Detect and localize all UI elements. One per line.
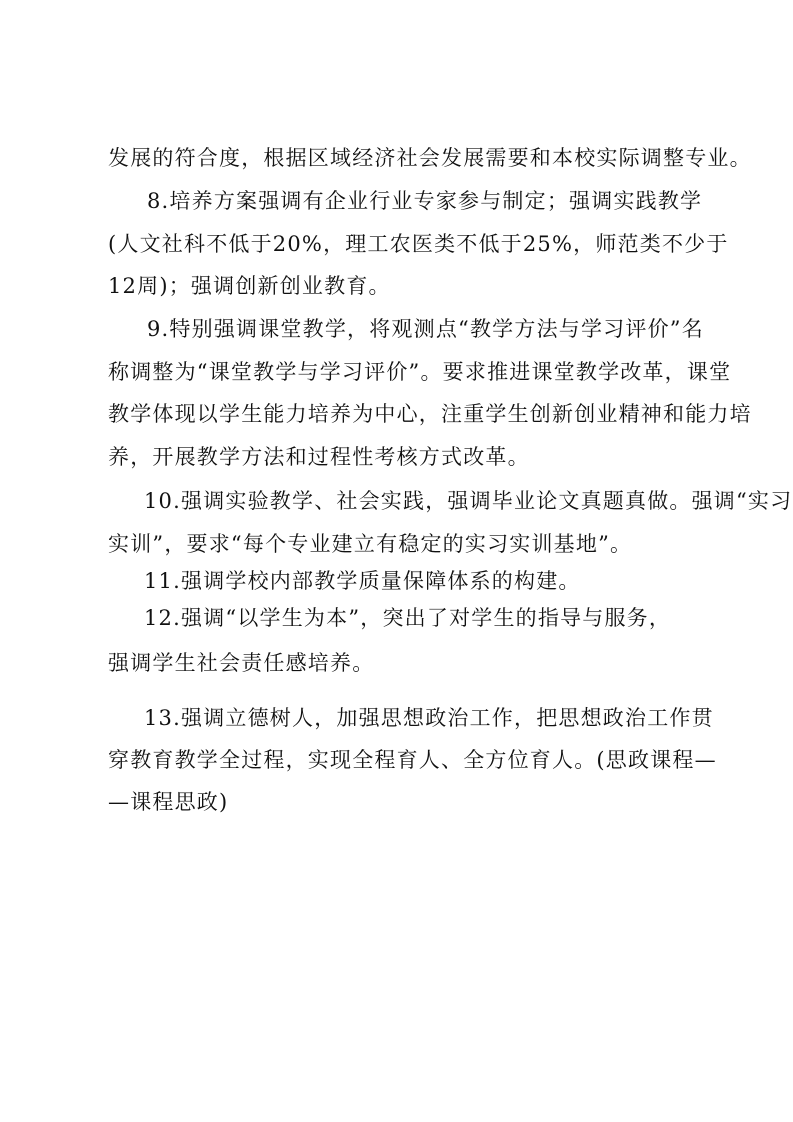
paragraph-8-line-3: 12周)；强调创新创业教育。 — [108, 274, 391, 298]
paragraph-12-line-2: 强调学生社会责任感培养。 — [108, 651, 375, 675]
paragraph-12-line-1: 12.强调“以学生为本”，突出了对学生的指导与服务， — [144, 606, 672, 630]
paragraph-1-line-1: 发展的符合度，根据区域经济社会发展需要和本校实际调整专业。 — [108, 146, 752, 170]
paragraph-13-line-2: 穿教育教学全过程，实现全程育人、全方位育人。(思政课程— — [108, 748, 717, 772]
paragraph-8-line-2: (人文社科不低于20%，理工农医类不低于25%，师范类不少于 — [108, 232, 729, 256]
paragraph-11-line-1: 11.强调学校内部教学质量保障体系的构建。 — [144, 569, 581, 593]
paragraph-9-line-2: 称调整为“课堂教学与学习评价”。要求推进课堂教学改革，课堂 — [108, 360, 732, 384]
paragraph-13-line-3: —课程思政) — [108, 790, 229, 814]
paragraph-8-line-1: 8.培养方案强调有企业行业专家参与制定；强调实践教学 — [147, 189, 703, 213]
paragraph-10-line-2: 实训”，要求“每个专业建立有稳定的实习实训基地”。 — [108, 532, 633, 556]
paragraph-9-line-4: 养，开展教学方法和过程性考核方式改革。 — [108, 445, 530, 469]
paragraph-10-line-1: 10.强调实验教学、社会实践，强调毕业论文真题真做。强调“实习 — [144, 489, 793, 513]
paragraph-13-line-1: 13.强调立德树人，加强思想政治工作，把思想政治工作贯 — [144, 706, 714, 730]
paragraph-9-line-3: 教学体现以学生能力培养为中心，注重学生创新创业精神和能力培 — [108, 402, 752, 426]
paragraph-9-line-1: 9.特别强调课堂教学，将观测点“教学方法与学习评价”名 — [147, 317, 704, 341]
